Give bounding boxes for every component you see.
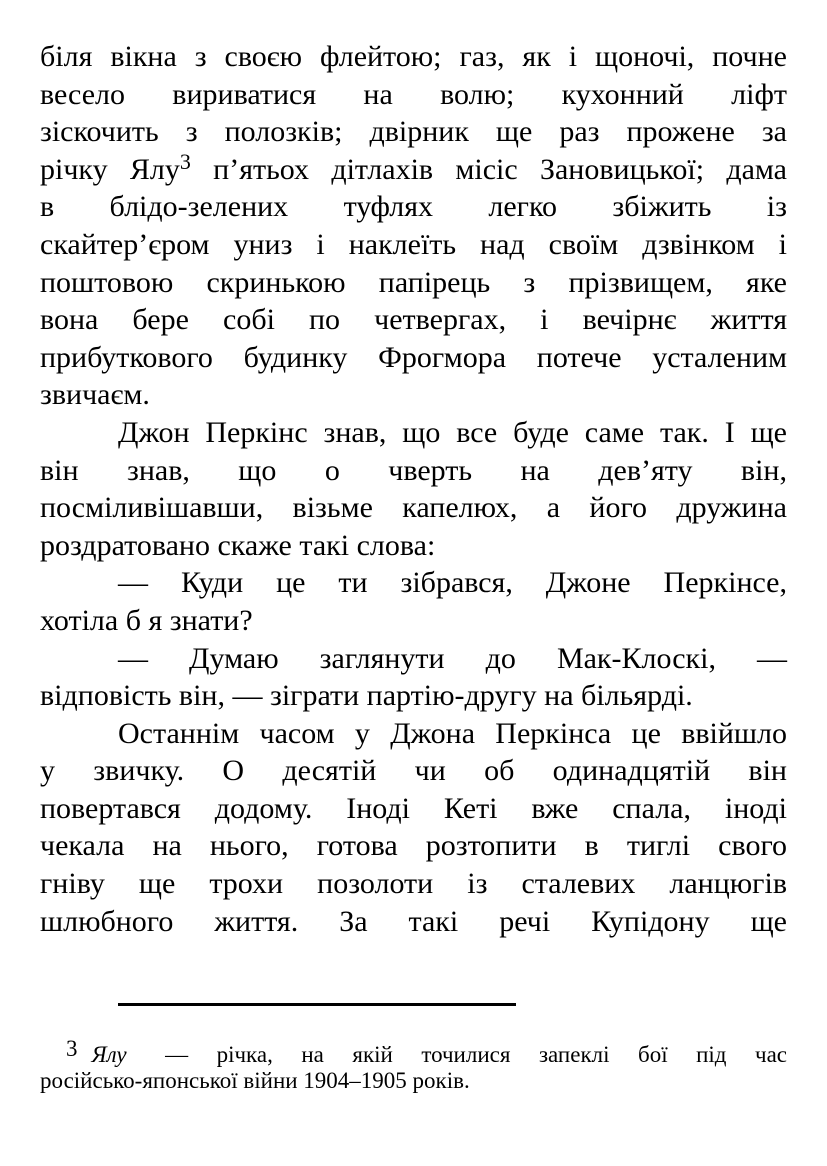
footnote-term: Ялу — [91, 1042, 127, 1067]
footnote-reference[interactable]: 3 — [179, 148, 191, 174]
text-line: роздратовано скаже такі слова: — [40, 528, 436, 562]
footnote-line — [40, 1033, 787, 1065]
text-line: гніву ще трохи позолоти із сталевих ланцюгів — [40, 867, 787, 901]
text-line: в блідо-зелених туфлях легко збіжить із — [40, 190, 787, 224]
text-line: хотіла б я знати? — [40, 603, 253, 637]
footnote — [40, 1033, 787, 1097]
dialogue-line: — Куди це ти зібрався, Джоне Перкінсе, — [118, 566, 787, 600]
text-line: біля вікна з своєю флейтою; газ, як і щоночі, почне — [40, 40, 787, 73]
text-line: чекала на нього, готова розтопити в тиглі свого — [40, 829, 787, 863]
text-fragment: річку Ялу — [40, 152, 180, 186]
footnote-number: 3 — [66, 1036, 78, 1061]
text-line: повертався додому. Іноді Кеті вже спала, іноді — [40, 791, 787, 825]
text-line: скайтер’єром униз і наклеїть над своїм дзвінком і — [40, 227, 787, 261]
text-line: шлюбного життя. За такі речі Купідону ще — [40, 904, 787, 938]
text-line: він знав, що о чверть на дев’яту він, — [40, 453, 787, 487]
text-line: у звичку. О десятій чи об одинадцятій він — [40, 754, 787, 788]
paragraph-start: Джон Перкінс знав, що все буде саме так. І ще — [118, 415, 787, 449]
dialogue-line: — Думаю заглянути до Мак-Клоскі, — — [118, 641, 787, 675]
footnote-line: російсько-японської війни 1904–1905 років. — [40, 1068, 470, 1093]
text-line: весело вириватися на волю; кухонний ліфт — [40, 77, 787, 111]
text-line: посміливішавши, візьме капелюх, а його дружина — [40, 491, 787, 525]
text-fragment: п’ятьох дітлахів місіс Зановицької; дама — [213, 152, 787, 186]
text-line: відповість він, — зіграти партію-другу на більярді. — [40, 679, 693, 713]
text-line: зіскочить з полозків; двірник ще раз прожене за — [40, 115, 787, 149]
paragraph-start: Останнім часом у Джона Перкінса це ввійшло — [118, 716, 787, 750]
text-line: звичаєм. — [40, 378, 150, 412]
footnote-separator — [118, 1003, 516, 1006]
text-line: поштовою скринькою папірець з прізвищем, яке — [40, 265, 787, 299]
text-line: вона бере собі по четвергах, і вечірнє життя — [40, 303, 787, 337]
main-text — [40, 38, 787, 940]
text-line-with-footnote — [40, 148, 787, 189]
footnote-text: — річка, на якій точилися запеклі бої під час — [165, 1042, 788, 1067]
text-line: прибуткового будинку Фрогмора потече усталеним — [40, 340, 787, 374]
